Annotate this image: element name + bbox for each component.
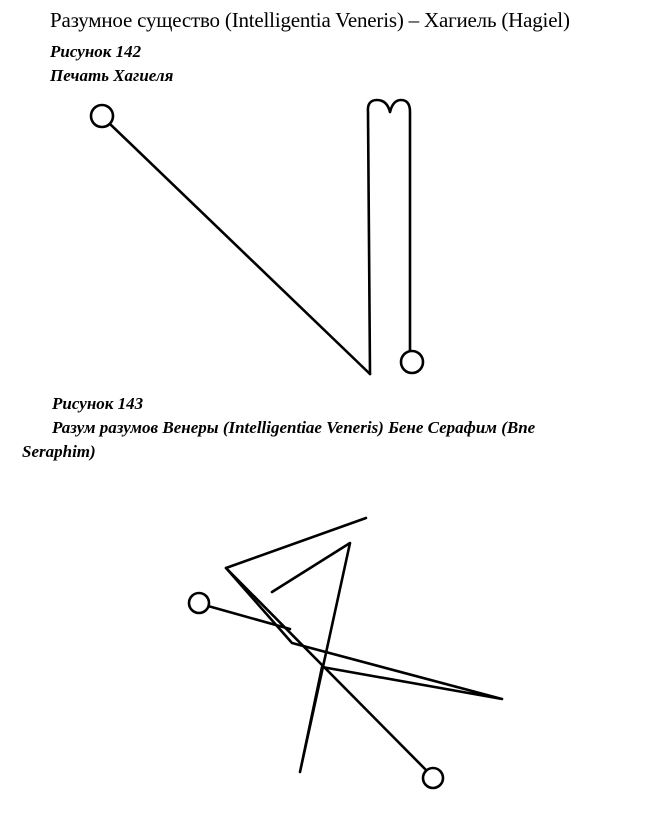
figure-143-title-line-2: Seraphim) [22,442,96,461]
page-header: Разумное существо (Intelligentia Veneris) – Хагиель (Hagiel) [50,8,570,32]
venus-left-circle [189,593,209,613]
figure-143-number: Рисунок 143 [52,394,144,413]
venus-zigzag-stroke [226,518,502,772]
venus-bottom-circle [423,768,443,788]
hagiel-end-circle [401,351,423,373]
venus-diagonal-stroke [226,568,427,771]
hagiel-hooked-stroke [368,100,410,374]
intelligence-of-venus-sigil [189,518,502,788]
seal-of-hagiel [91,100,423,374]
figure-143-title-line-1: Разум разумов Венеры (Intelligentiae Veneris) Бене Серафим (Bne [52,418,536,437]
hagiel-start-circle [91,105,113,127]
figure-142-number: Рисунок 142 [50,42,142,61]
figure-142-title: Печать Хагиеля [50,66,174,85]
hagiel-diagonal-stroke [110,124,370,374]
venus-left-stroke [208,606,290,629]
